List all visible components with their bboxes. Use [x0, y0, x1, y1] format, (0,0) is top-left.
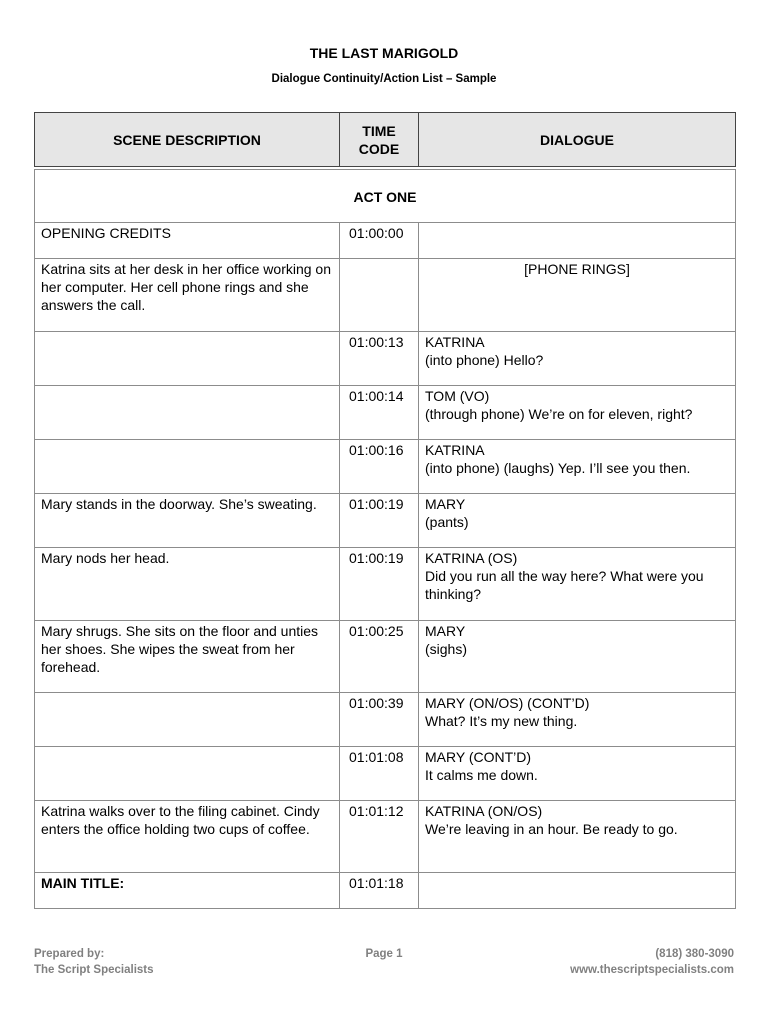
- footer-contact: [570, 946, 734, 978]
- continuity-table: [34, 169, 736, 909]
- scene-cell: MAIN TITLE:: [35, 873, 340, 909]
- scene-cell: Mary stands in the doorway. She’s sweating.: [35, 494, 340, 548]
- document-title: THE LAST MARIGOLD: [309, 45, 459, 61]
- header-time-line1: TIME: [362, 122, 396, 139]
- scene-cell: [35, 747, 340, 801]
- timecode-cell: 01:00:25: [340, 621, 419, 693]
- dialogue-cell: [419, 259, 736, 332]
- table-row: [35, 693, 736, 747]
- table-row: [35, 548, 736, 621]
- timecode-cell: 01:00:19: [340, 494, 419, 548]
- dialogue-cell: TOM (VO) (through phone) We’re on for eleven, right?: [419, 386, 736, 440]
- scene-cell: OPENING CREDITS: [35, 223, 340, 259]
- page-number: Page 1: [365, 948, 403, 960]
- timecode-cell: 01:01:18: [340, 873, 419, 909]
- scene-cell: Mary shrugs. She sits on the floor and unties her shoes. She wipes the sweat from her forehead.: [35, 621, 340, 693]
- dialogue-cell: KATRINA (OS) Did you run all the way here? What were you thinking?: [419, 548, 736, 621]
- act-row: [35, 170, 736, 223]
- scene-cell: Katrina walks over to the filing cabinet. Cindy enters the office holding two cups of coffee.: [35, 801, 340, 873]
- dialogue-cell: MARY (ON/OS) (CONT’D) What? It’s my new thing.: [419, 693, 736, 747]
- table-row: [35, 621, 736, 693]
- column-header-table: [34, 112, 736, 167]
- timecode-cell: [340, 259, 419, 332]
- timecode-cell: 01:01:12: [340, 801, 419, 873]
- timecode-cell: 01:00:14: [340, 386, 419, 440]
- scene-cell: Mary nods her head.: [35, 548, 340, 621]
- scene-cell: [35, 332, 340, 386]
- scene-cell: [35, 693, 340, 747]
- dialogue-cell: KATRINA (ON/OS) We’re leaving in an hour. Be ready to go.: [419, 801, 736, 873]
- table-row: [35, 801, 736, 873]
- dialogue-cell: KATRINA (into phone) (laughs) Yep. I’ll see you then.: [419, 440, 736, 494]
- scene-cell: [35, 386, 340, 440]
- dialogue-cell: MARY (pants): [419, 494, 736, 548]
- timecode-cell: 01:01:08: [340, 747, 419, 801]
- table-row: [35, 494, 736, 548]
- website-link[interactable]: www.thescriptspecialists.com: [570, 964, 734, 976]
- timecode-cell: 01:00:13: [340, 332, 419, 386]
- header-time-line2: CODE: [358, 140, 400, 157]
- table-row: [35, 873, 736, 909]
- phone-number: (818) 380-3090: [655, 948, 734, 960]
- timecode-cell: 01:00:16: [340, 440, 419, 494]
- timecode-cell: 01:00:00: [340, 223, 419, 259]
- timecode-cell: 01:00:19: [340, 548, 419, 621]
- table-row: [35, 223, 736, 259]
- document-subtitle: Dialogue Continuity/Action List – Sample: [271, 73, 497, 85]
- scene-cell: Katrina sits at her desk in her office working on her computer. Her cell phone rings and she answers the call.: [35, 259, 340, 332]
- header-dialogue: DIALOGUE: [419, 113, 736, 167]
- dialogue-cell: MARY (sighs): [419, 621, 736, 693]
- table-row: [35, 747, 736, 801]
- company-name: The Script Specialists: [34, 964, 154, 976]
- header-scene-description: SCENE DESCRIPTION: [35, 113, 340, 167]
- prepared-label: Prepared by:: [34, 948, 105, 960]
- dialogue-cell: [419, 223, 736, 259]
- header-row: [35, 113, 736, 167]
- table-row: [35, 386, 736, 440]
- sound-cue: [PHONE RINGS]: [524, 261, 630, 277]
- table-row: [35, 440, 736, 494]
- scene-cell: [35, 440, 340, 494]
- table-row: [35, 332, 736, 386]
- timecode-cell: 01:00:39: [340, 693, 419, 747]
- act-title: ACT ONE: [35, 170, 736, 223]
- table-row: [35, 259, 736, 332]
- dialogue-cell: [419, 873, 736, 909]
- header-time-code: [340, 113, 419, 167]
- dialogue-cell: KATRINA (into phone) Hello?: [419, 332, 736, 386]
- dialogue-cell: MARY (CONT’D) It calms me down.: [419, 747, 736, 801]
